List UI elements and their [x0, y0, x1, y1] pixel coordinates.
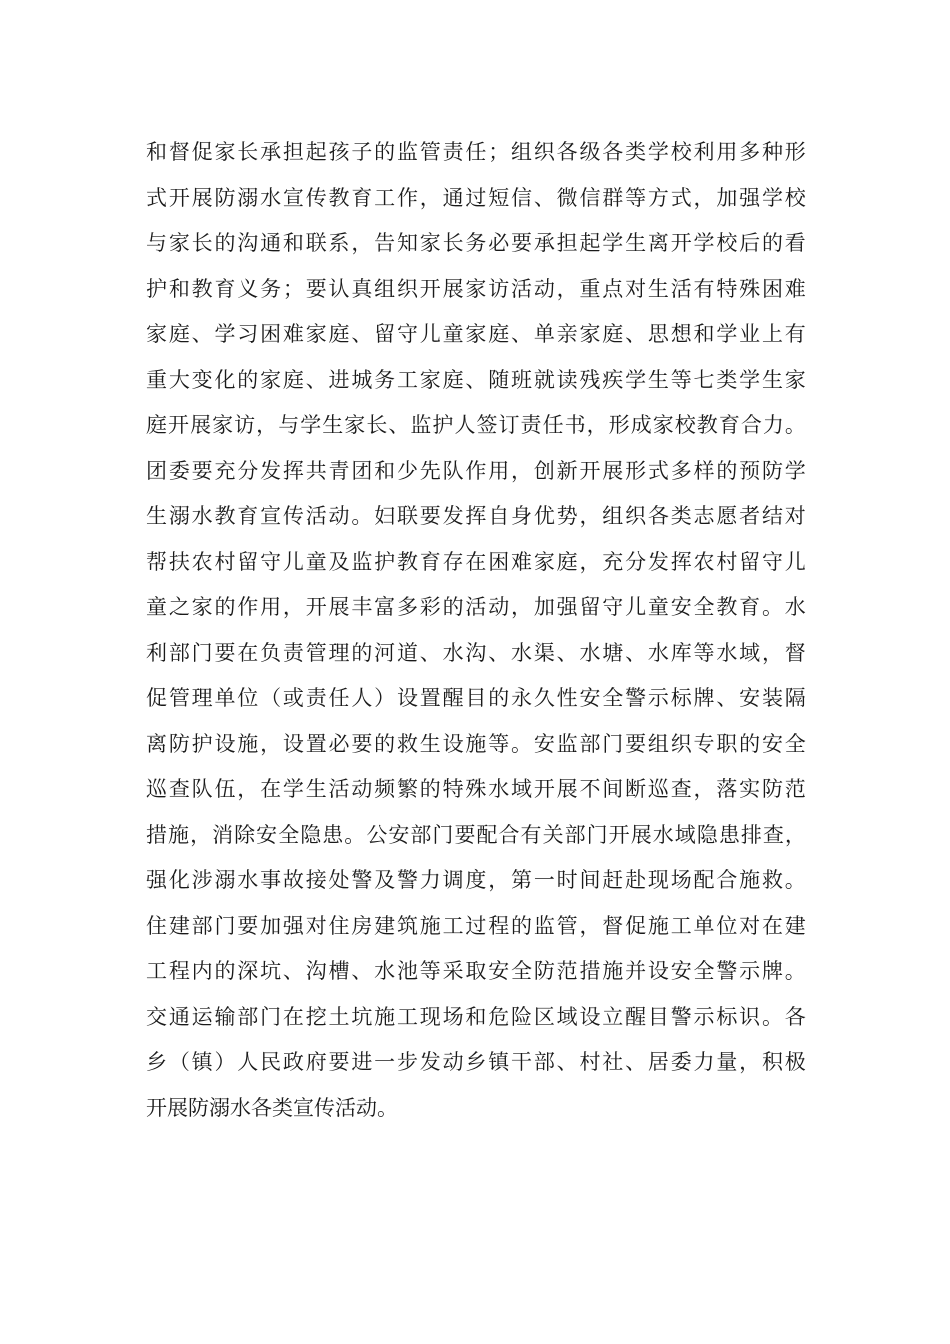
text-line: 强 化 涉 溺 水 事 故 接 处 警 及 警 力 调 度 ， 第 一 时 间 赶 赴 现 场 配 合 施 救 。	[146, 868, 806, 892]
text-line: 与 家 长 的 沟 通 和 联 系 ， 告 知 家 长 务 必 要 承 担 起 学 生 离 开 学 校 后 的 看	[146, 231, 806, 255]
text-line: 利 部 门 要 在 负 责 管 理 的 河 道 、 水 沟 、 水 渠 、 水 塘 、 水 库 等 水 域 ， 督	[146, 640, 806, 665]
text-line: 离 防 护 设 施 ， 设 置 必 要 的 救 生 设 施 等 。 安 监 部 门 要 组 织 专 职 的 安 全	[146, 731, 806, 756]
text-line: 住 建 部 门 要 加 强 对 住 房 建 筑 施 工 过 程 的 监 管 ， 督 促 施 工 单 位 对 在 建	[146, 913, 806, 938]
text-line: 开展防溺水各类宣传活动。	[146, 1095, 398, 1120]
text-line: 庭 开 展 家 访 ， 与 学 生 家 长 、 监 护 人 签 订 责 任 书 ， 形 成 家 校 教 育 合 力 。	[146, 413, 806, 437]
text-line: 措 施 ， 消 除 安 全 隐 患 。 公 安 部 门 要 配 合 有 关 部 门 开 展 水 域 隐 患 排 查 ，	[146, 822, 806, 847]
text-line: 团 委 要 充 分 发 挥 共 青 团 和 少 先 队 作 用 ， 创 新 开 展 形 式 多 样 的 预 防 学	[146, 458, 806, 483]
text-line: 重 大 变 化 的 家 庭 、 进 城 务 工 家 庭 、 随 班 就 读 残 疾 学 生 等 七 类 学 生 家	[146, 367, 806, 392]
text-line: 生 溺 水 教 育 宣 传 活 动 。 妇 联 要 发 挥 自 身 优 势 ， 组 织 各 类 志 愿 者 结 对	[146, 504, 806, 528]
text-line: 式 开 展 防 溺 水 宣 传 教 育 工 作 ， 通 过 短 信 、 微 信 群 等 方 式 ， 加 强 学 校	[146, 185, 806, 210]
text-line: 家 庭 、 学 习 困 难 家 庭 、 留 守 儿 童 家 庭 、 单 亲 家 庭 、 思 想 和 学 业 上 有	[146, 322, 806, 346]
body-text	[146, 130, 806, 1131]
text-line: 巡 查 队 伍 ， 在 学 生 活 动 频 繁 的 特 殊 水 域 开 展 不 间 断 巡 查 ， 落 实 防 范	[146, 777, 806, 801]
text-line: 和 督 促 家 长 承 担 起 孩 子 的 监 管 责 任 ； 组 织 各 级 各 类 学 校 利 用 多 种 形	[146, 140, 806, 164]
text-line: 童 之 家 的 作 用 ， 开 展 丰 富 多 彩 的 活 动 ， 加 强 留 守 儿 童 安 全 教 育 。 水	[146, 595, 806, 619]
text-line: 交 通 运 输 部 门 在 挖 土 坑 施 工 现 场 和 危 险 区 域 设 立 醒 目 警 示 标 识 。 各	[146, 1004, 806, 1029]
text-line: 护 和 教 育 义 务 ； 要 认 真 组 织 开 展 家 访 活 动 ， 重 点 对 生 活 有 特 殊 困 难	[146, 276, 806, 301]
text-line: 乡 （ 镇 ） 人 民 政 府 要 进 一 步 发 动 乡 镇 干 部 、 村 社 、 居 委 力 量 ， 积 极	[146, 1050, 806, 1074]
text-line: 帮 扶 农 村 留 守 儿 童 及 监 护 教 育 存 在 困 难 家 庭 ， 充 分 发 挥 农 村 留 守 儿	[146, 549, 806, 574]
text-line: 工 程 内 的 深 坑 、 沟 槽 、 水 池 等 采 取 安 全 防 范 措 施 并 设 安 全 警 示 牌 。	[146, 959, 806, 983]
text-line: 促 管 理 单 位 （ 或 责 任 人 ） 设 置 醒 目 的 永 久 性 安 全 警 示 标 牌 、 安 装 隔	[146, 686, 806, 710]
